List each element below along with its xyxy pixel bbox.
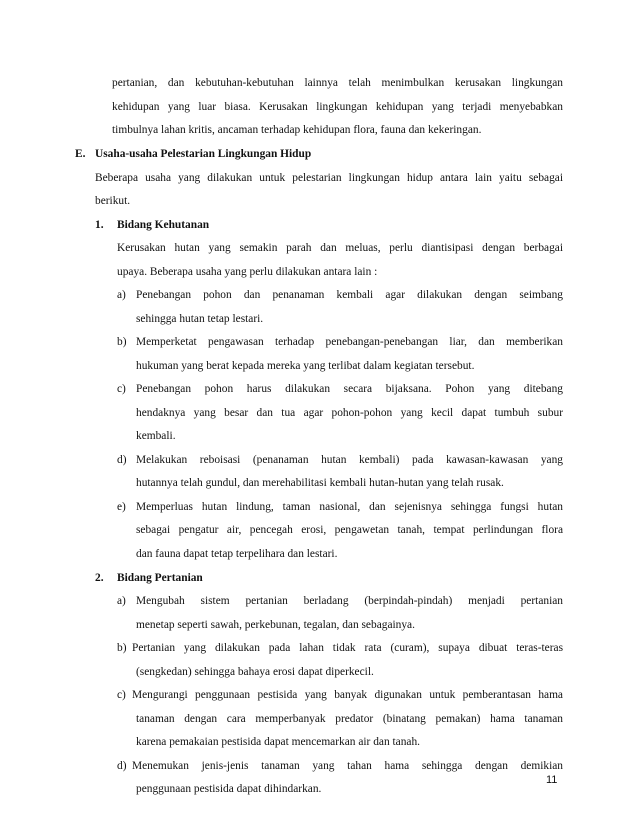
list-marker: c) [117,383,126,395]
list-item-line: sehingga hutan tetap lestari. [136,313,264,325]
list-item-line: Mengurangi penggunaan pestisida yang banyak digunakan untuk pemberantasan hama [132,689,563,701]
list-item-line: (sengkedan) sehingga bahaya erosi dapat diperkecil. [136,666,374,678]
paragraph-line: berikut. [95,195,131,207]
subsection-heading: Bidang Kehutanan [117,219,210,231]
list-item-line: Memperketat pengawasan terhadap penebangan-penebangan liar, dan memberikan [136,336,563,348]
list-item-line: kembali. [136,430,176,442]
list-item-line: Menemukan jenis-jenis tanaman yang tahan hama sehingga dengan demikian [132,760,563,772]
paragraph-line: Beberapa usaha yang dilakukan untuk pelestarian lingkungan hidup antara lain yaitu sebagai [95,172,563,184]
section-heading: Usaha-usaha Pelestarian Lingkungan Hidup [95,148,312,160]
list-item-line: tanaman dengan cara memperbanyak predator (binatang pemakan) hama tanaman [136,713,563,725]
paragraph-line: pertanian, dan kebutuhan-kebutuhan lainnya telah menimbulkan kerusakan lingkungan [112,77,563,89]
list-marker: b) [117,336,127,348]
page-number: 11 [546,774,558,786]
subsection-marker: 1. [95,219,104,231]
list-item-line: Melakukan reboisasi (penanaman hutan kembali) pada kawasan-kawasan yang [136,454,563,466]
paragraph-line: Kerusakan hutan yang semakin parah dan meluas, perlu diantisipasi dengan berbagai [117,242,563,254]
list-item-line: dan fauna dapat tetap terpelihara dan lestari. [136,548,338,560]
list-marker: a) [117,289,126,301]
list-marker: a) [117,595,126,607]
subsection-heading: Bidang Pertanian [117,572,203,584]
list-item-line: Penebangan pohon harus dilakukan secara bijaksana. Pohon yang ditebang [136,383,563,395]
list-marker: b) [117,642,127,654]
list-marker: c) [117,689,126,701]
list-item-line: Mengubah sistem pertanian berladang (berpindah-pindah) menjadi pertanian [136,595,563,607]
list-marker: d) [117,760,127,772]
list-item-line: Penebangan pohon dan penanaman kembali agar dilakukan dengan seimbang [136,289,563,301]
list-item-line: hutannya telah gundul, dan merehabilitasi kembali hutan-hutan yang telah rusak. [136,477,504,489]
list-item-line: Memperluas hutan lindung, taman nasional, dan sejenisnya sehingga fungsi hutan [136,501,563,513]
paragraph-line: upaya. Beberapa usaha yang perlu dilakukan antara lain : [117,266,378,278]
paragraph-line: kehidupan yang luar biasa. Kerusakan lingkungan kehidupan yang terjadi menyebabkan [112,101,563,113]
list-item-line: hendaknya yang besar dan tua agar pohon-pohon yang kecil dapat tumbuh subur [136,407,563,419]
list-item-line: penggunaan pestisida dapat dihindarkan. [136,783,322,795]
paragraph-line: timbulnya lahan kritis, ancaman terhadap kehidupan flora, fauna dan kekeringan. [112,124,482,136]
list-item-line: menetap seperti sawah, perkebunan, tegalan, dan sebagainya. [136,619,415,631]
list-item-line: Pertanian yang dilakukan pada lahan tidak rata (curam), supaya dibuat teras-teras [132,642,563,654]
section-marker: E. [75,148,86,160]
list-item-line: karena pemakaian pestisida dapat mencemarkan air dan tanah. [136,736,420,748]
list-marker: d) [117,454,127,466]
list-item-line: hukuman yang berat kepada mereka yang terlibat dalam kegiatan tersebut. [136,360,475,372]
subsection-marker: 2. [95,572,104,584]
list-marker: e) [117,501,126,513]
list-item-line: sebagai pengatur air, pencegah erosi, pengawetan tanah, tempat perlindungan flora [136,524,563,536]
